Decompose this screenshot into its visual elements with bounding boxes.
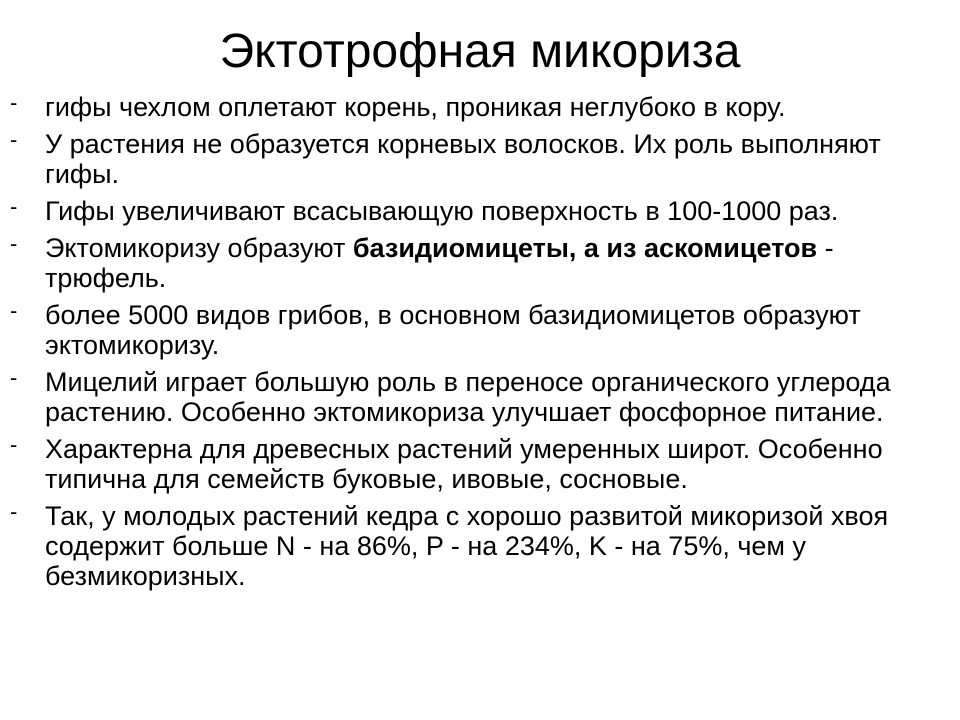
bullet-text: - трюфель. <box>45 233 834 293</box>
bullet-item <box>0 501 960 591</box>
bullet-marker: - <box>10 90 18 115</box>
bullet-marker: - <box>10 432 18 457</box>
bullet-item <box>0 129 960 189</box>
bullet-item <box>0 434 960 494</box>
bullet-text: Характерна для древесных растений умеренных широт. Особенно типична для семейств буковые, ивовые, сосновые. <box>45 434 883 494</box>
bullet-text: более 5000 видов грибов, в основном базидиомицетов образуют эктомикоризу. <box>45 300 861 360</box>
bullet-text: Мицелий играет большую роль в переносе органического углерода растению. Особенно эктомикориза улучшает фосфорное питание. <box>45 367 891 427</box>
bullet-text: У растения не образуется корневых волосков. Их роль выполняют гифы. <box>45 129 881 189</box>
bullet-item <box>0 92 960 122</box>
bullet-item <box>0 233 960 293</box>
bullet-text: Эктомикоризу образуют <box>45 233 353 263</box>
bullet-marker: - <box>10 499 18 524</box>
bullet-marker: - <box>10 194 18 219</box>
bullet-marker: - <box>10 231 18 256</box>
bullet-item <box>0 196 960 226</box>
bullet-text: Так, у молодых растений кедра с хорошо развитой микоризой хвоя содержит больше N - на 86%, P - на 234%, K - на 75%, чем у безмикоризных. <box>45 501 889 591</box>
bullet-item <box>0 300 960 360</box>
bullet-list <box>0 92 960 598</box>
bullet-text-bold: базидиомицеты, а из аскомицетов <box>352 233 818 263</box>
bullet-item <box>0 367 960 427</box>
bullet-marker: - <box>10 298 18 323</box>
bullet-text: Гифы увеличивают всасывающую поверхность в 100-1000 раз. <box>45 196 839 226</box>
bullet-marker: - <box>10 127 18 152</box>
bullet-text: гифы чехлом оплетают корень, проникая неглубоко в кору. <box>45 92 786 122</box>
bullet-marker: - <box>10 365 18 390</box>
slide-title: Эктотрофная микориза <box>219 25 741 78</box>
